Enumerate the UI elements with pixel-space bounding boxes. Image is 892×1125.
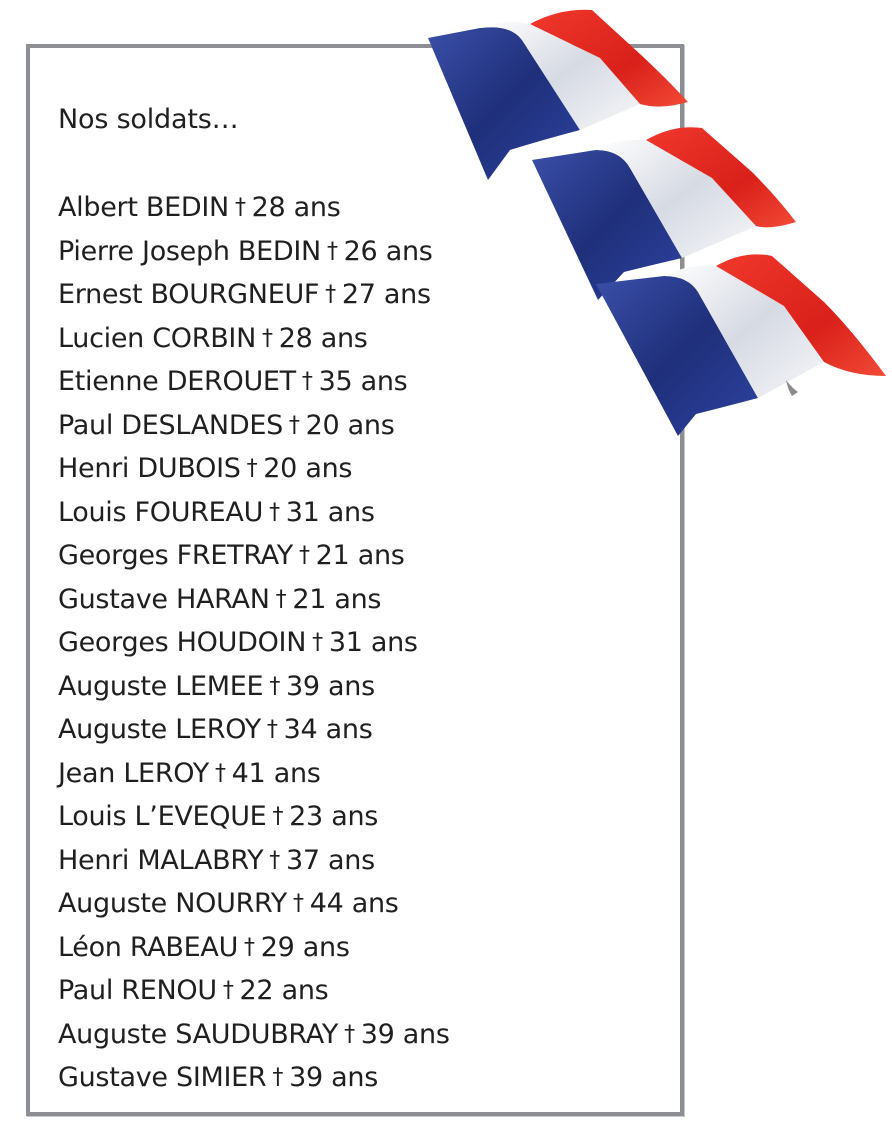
soldier-age: 22 ans: [239, 975, 329, 1006]
soldier-name: Henri MALABRY: [58, 844, 264, 876]
soldier-name: Auguste LEROY: [58, 714, 261, 745]
soldier-name: Auguste NOURRY: [58, 888, 287, 919]
soldier-name: Georges HOUDOIN: [58, 627, 307, 658]
soldier-name: Henri DUBOIS: [58, 453, 241, 484]
cross-icon: †: [292, 891, 304, 916]
soldier-entry: [58, 708, 450, 752]
soldier-name: Etienne DEROUET: [58, 366, 296, 397]
french-flags-decoration: [420, 0, 892, 440]
soldier-name: Pierre Joseph BEDIN: [58, 235, 321, 267]
soldier-age: 26 ans: [343, 235, 433, 267]
soldier-name: Jean LEROY: [58, 757, 209, 789]
soldier-age: 39 ans: [286, 670, 375, 702]
cross-icon: †: [269, 673, 281, 699]
soldier-list: [58, 186, 450, 1100]
soldier-name: Léon RABEAU: [58, 931, 239, 963]
cross-icon: †: [298, 543, 310, 568]
cross-icon: †: [234, 195, 246, 220]
soldier-name: Louis L’EVEQUE: [58, 801, 267, 832]
soldier-name: Louis FOUREAU: [58, 496, 264, 528]
cross-icon: †: [214, 760, 226, 786]
soldier-age: 29 ans: [260, 931, 350, 963]
soldier-entry: [58, 752, 450, 796]
soldier-age: 20 ans: [263, 453, 353, 484]
cross-icon: †: [269, 499, 280, 525]
soldier-entry: [58, 534, 450, 578]
soldier-name: Paul DESLANDES: [58, 409, 283, 441]
cross-icon: †: [288, 412, 300, 438]
soldier-age: 37 ans: [285, 844, 375, 876]
soldier-age: 21 ans: [315, 540, 405, 571]
cross-icon: †: [272, 1065, 284, 1090]
soldier-age: 31 ans: [285, 496, 375, 528]
cross-icon: †: [244, 934, 255, 960]
soldier-entry: [58, 795, 450, 839]
soldier-entry: [58, 665, 450, 709]
cross-icon: †: [344, 1021, 355, 1047]
soldier-entry: [58, 404, 450, 448]
cross-icon: †: [301, 369, 313, 394]
soldier-name: Paul RENOU: [58, 975, 217, 1006]
soldier-age: 44 ans: [309, 888, 399, 919]
soldier-entry: [58, 839, 450, 883]
soldier-age: 41 ans: [231, 757, 321, 789]
soldier-age: 34 ans: [283, 714, 373, 745]
soldier-age: 21 ans: [292, 583, 382, 615]
soldier-age: 31 ans: [328, 627, 418, 658]
soldier-entry: [58, 186, 450, 230]
soldier-age: 39 ans: [289, 1062, 378, 1093]
soldier-entry: [58, 882, 450, 926]
soldier-name: Lucien CORBIN: [58, 322, 256, 354]
soldier-entry: [58, 1056, 450, 1100]
cross-icon: †: [266, 717, 278, 742]
soldier-entry: [58, 926, 450, 970]
soldier-entry: [58, 621, 450, 665]
soldier-entry: [58, 273, 450, 317]
soldier-age: 20 ans: [305, 409, 395, 441]
soldier-age: 39 ans: [360, 1018, 450, 1050]
soldier-name: Gustave SIMIER: [58, 1062, 267, 1093]
cross-icon: †: [312, 630, 323, 655]
soldier-entry: [58, 491, 450, 535]
soldier-age: 23 ans: [289, 801, 379, 832]
soldier-age: 27 ans: [341, 279, 431, 310]
soldier-name: Auguste SAUDUBRAY: [58, 1018, 339, 1050]
soldier-name: Auguste LEMEE: [58, 670, 264, 702]
soldier-name: Albert BEDIN: [58, 192, 229, 223]
cross-icon: †: [269, 847, 280, 873]
soldier-entry: [58, 1013, 450, 1057]
soldier-entry: [58, 969, 450, 1013]
flag-bottom: [596, 254, 886, 436]
cross-icon: †: [272, 804, 284, 829]
soldier-entry: [58, 230, 450, 274]
soldier-entry: [58, 360, 450, 404]
cross-icon: †: [325, 282, 336, 307]
soldier-age: 35 ans: [318, 366, 408, 397]
page-title: Nos soldats…: [58, 104, 239, 135]
soldier-name: Georges FRETRAY: [58, 540, 293, 571]
soldier-entry: [58, 578, 450, 622]
cross-icon: †: [246, 456, 258, 481]
cross-icon: †: [261, 325, 273, 351]
soldier-age: 28 ans: [278, 322, 368, 354]
soldier-name: Gustave HARAN: [58, 583, 270, 615]
soldier-entry: [58, 447, 450, 491]
soldier-name: Ernest BOURGNEUF: [58, 279, 320, 310]
soldier-entry: [58, 317, 450, 361]
cross-icon: †: [275, 586, 287, 612]
soldier-age: 28 ans: [251, 192, 341, 223]
cross-icon: †: [326, 238, 338, 264]
cross-icon: †: [222, 978, 234, 1003]
